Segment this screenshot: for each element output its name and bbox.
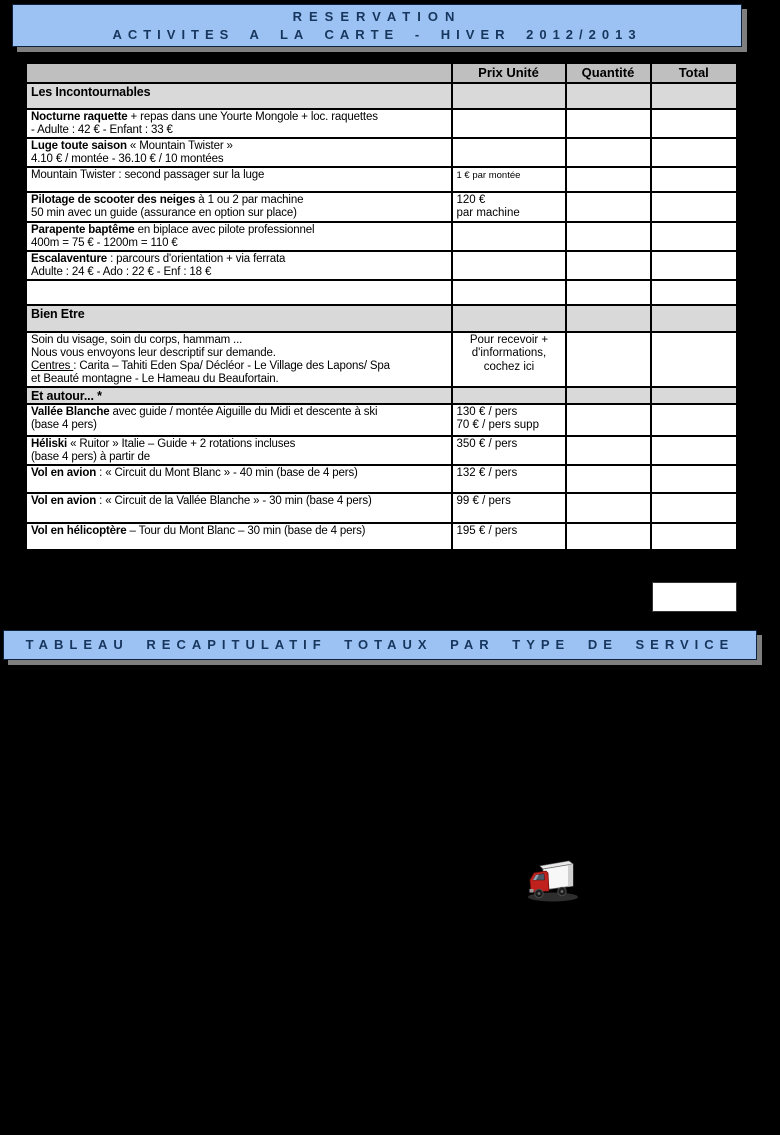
grand-total-box[interactable] xyxy=(652,582,737,612)
table-row xyxy=(26,332,738,387)
title-line-1: RESERVATION xyxy=(292,9,462,24)
activity-description xyxy=(26,251,452,280)
summary-banner: TABLEAU RECAPITULATIF TOTAUX PAR TYPE DE SERVICE xyxy=(3,630,757,660)
activity-detail: 400m = 75 € - 1200m = 110 € xyxy=(31,236,178,249)
info-request-cell: Pour recevoir + d'informations, cochez ici xyxy=(452,332,566,387)
activity-detail: (base 4 pers) xyxy=(31,418,97,431)
table-row xyxy=(26,436,738,465)
activity-detail: en biplace avec pilote professionnel xyxy=(134,223,315,236)
unit-price-cell xyxy=(452,222,566,251)
activity-detail: à 1 ou 2 par machine xyxy=(195,193,304,206)
unit-price-cell: 350 € / pers xyxy=(452,436,566,465)
unit-price-cell: 195 € / pers xyxy=(452,523,566,551)
total-cell[interactable] xyxy=(651,192,738,222)
activities-price-table xyxy=(24,61,739,552)
activity-description xyxy=(26,404,452,436)
section-label: Et autour... * xyxy=(26,387,452,404)
activity-description xyxy=(26,192,452,222)
activity-name: Escalaventure xyxy=(31,252,108,265)
quantity-cell[interactable] xyxy=(566,138,651,167)
total-cell[interactable] xyxy=(651,523,738,551)
activity-name: Vallée Blanche xyxy=(31,405,110,418)
total-cell[interactable] xyxy=(651,493,738,523)
section-row-et-autour xyxy=(26,387,738,404)
quantity-cell[interactable] xyxy=(566,222,651,251)
activity-name: Luge toute saison xyxy=(31,139,127,152)
total-cell[interactable] xyxy=(651,404,738,436)
activity-detail: et Beauté montagne - Le Hameau du Beaufortain. xyxy=(31,372,279,385)
table-row xyxy=(26,523,738,551)
table-row xyxy=(26,138,738,167)
activity-name: Parapente baptême xyxy=(31,223,135,236)
activity-description xyxy=(26,465,452,493)
header-total: Total xyxy=(651,63,738,83)
checkbox-cell[interactable] xyxy=(566,332,651,387)
table-row xyxy=(26,109,738,138)
unit-price-cell: 120 € par machine xyxy=(452,192,566,222)
table-row xyxy=(26,465,738,493)
unit-price-cell xyxy=(452,251,566,280)
quantity-cell[interactable] xyxy=(566,251,651,280)
quantity-cell[interactable] xyxy=(566,493,651,523)
total-cell[interactable] xyxy=(651,222,738,251)
header-quantite: Quantité xyxy=(566,63,651,83)
activity-detail: 50 min avec un guide (assurance en option sur place) xyxy=(31,206,297,219)
activity-detail: + repas dans une Yourte Mongole + loc. raquettes xyxy=(127,110,378,123)
quantity-cell[interactable] xyxy=(566,523,651,551)
quantity-cell[interactable] xyxy=(566,404,651,436)
activity-detail: : parcours d'orientation + via ferrata xyxy=(107,252,286,265)
activity-description xyxy=(26,332,452,387)
quantity-cell[interactable] xyxy=(566,192,651,222)
total-cell[interactable] xyxy=(651,332,738,387)
activity-detail: Adulte : 24 € - Ado : 22 € - Enf : 18 € xyxy=(31,265,212,278)
activity-name: Vol en avion xyxy=(31,494,97,507)
table-row xyxy=(26,192,738,222)
total-cell[interactable] xyxy=(651,167,738,192)
activity-name: Nocturne raquette xyxy=(31,110,128,123)
total-cell[interactable] xyxy=(651,280,738,305)
table-header-row xyxy=(26,63,738,83)
activity-description xyxy=(26,436,452,465)
unit-price-cell xyxy=(452,109,566,138)
activity-detail: : Carita – Tahiti Eden Spa/ Décléor - Le Village des Lapons/ Spa xyxy=(73,359,390,372)
activity-name: Vol en hélicoptère xyxy=(31,524,127,537)
centres-label: Centres xyxy=(31,359,74,372)
activity-detail: – Tour du Mont Blanc – 30 min (base de 4 pers) xyxy=(126,524,366,537)
activity-detail: 4.10 € / montée - 36.10 € / 10 montées xyxy=(31,152,224,165)
activity-detail: (base 4 pers) à partir de xyxy=(31,450,150,463)
quantity-cell[interactable] xyxy=(566,109,651,138)
reservation-title-banner xyxy=(12,4,742,47)
table-row xyxy=(26,251,738,280)
table-row xyxy=(26,493,738,523)
activity-detail: Nous vous envoyons leur descriptif sur demande. xyxy=(31,346,276,359)
total-cell[interactable] xyxy=(651,138,738,167)
activity-description xyxy=(26,523,452,551)
total-cell[interactable] xyxy=(651,465,738,493)
activity-description xyxy=(26,222,452,251)
activity-detail: Mountain Twister : second passager sur la luge xyxy=(31,168,265,181)
activity-detail: - Adulte : 42 € - Enfant : 33 € xyxy=(31,123,173,136)
unit-price-cell: 99 € / pers xyxy=(452,493,566,523)
quantity-cell[interactable] xyxy=(566,280,651,305)
quantity-cell[interactable] xyxy=(566,167,651,192)
activity-name: Héliski xyxy=(31,437,68,450)
delivery-truck-icon xyxy=(524,860,584,904)
activity-description xyxy=(26,109,452,138)
activity-name: Vol en avion xyxy=(31,466,97,479)
unit-price-cell: 130 € / pers 70 € / pers supp xyxy=(452,404,566,436)
activity-detail: : « Circuit de la Vallée Blanche » - 30 min (base 4 pers) xyxy=(96,494,372,507)
activity-detail: Soin du visage, soin du corps, hammam ... xyxy=(31,333,243,346)
activity-description xyxy=(26,138,452,167)
activity-description xyxy=(26,493,452,523)
quantity-cell[interactable] xyxy=(566,436,651,465)
section-row-bien-etre xyxy=(26,305,738,332)
unit-price-cell: 132 € / pers xyxy=(452,465,566,493)
table-row xyxy=(26,222,738,251)
activity-description xyxy=(26,167,452,192)
empty-row xyxy=(26,280,738,305)
table-row xyxy=(26,404,738,436)
header-activity-cell xyxy=(26,63,452,83)
quantity-cell[interactable] xyxy=(566,465,651,493)
section-label: Bien Etre xyxy=(26,305,452,332)
total-cell[interactable] xyxy=(651,436,738,465)
total-cell[interactable] xyxy=(651,251,738,280)
activity-detail: « Ruitor » Italie – Guide + 2 rotations incluses xyxy=(67,437,296,450)
section-row-incontournables xyxy=(26,83,738,109)
title-line-2: ACTIVITES A LA CARTE - HIVER 2012/2013 xyxy=(112,27,642,42)
activity-detail: avec guide / montée Aiguille du Midi et descente à ski xyxy=(109,405,378,418)
activity-detail: : « Circuit du Mont Blanc » - 40 min (base de 4 pers) xyxy=(96,466,358,479)
activity-name: Pilotage de scooter des neiges xyxy=(31,193,196,206)
section-label: Les Incontournables xyxy=(26,83,452,109)
unit-price-cell: 1 € par montée xyxy=(452,167,566,192)
header-prix-unite: Prix Unité xyxy=(452,63,566,83)
table-row xyxy=(26,167,738,192)
total-cell[interactable] xyxy=(651,109,738,138)
unit-price-cell xyxy=(452,138,566,167)
activity-detail: « Mountain Twister » xyxy=(126,139,233,152)
